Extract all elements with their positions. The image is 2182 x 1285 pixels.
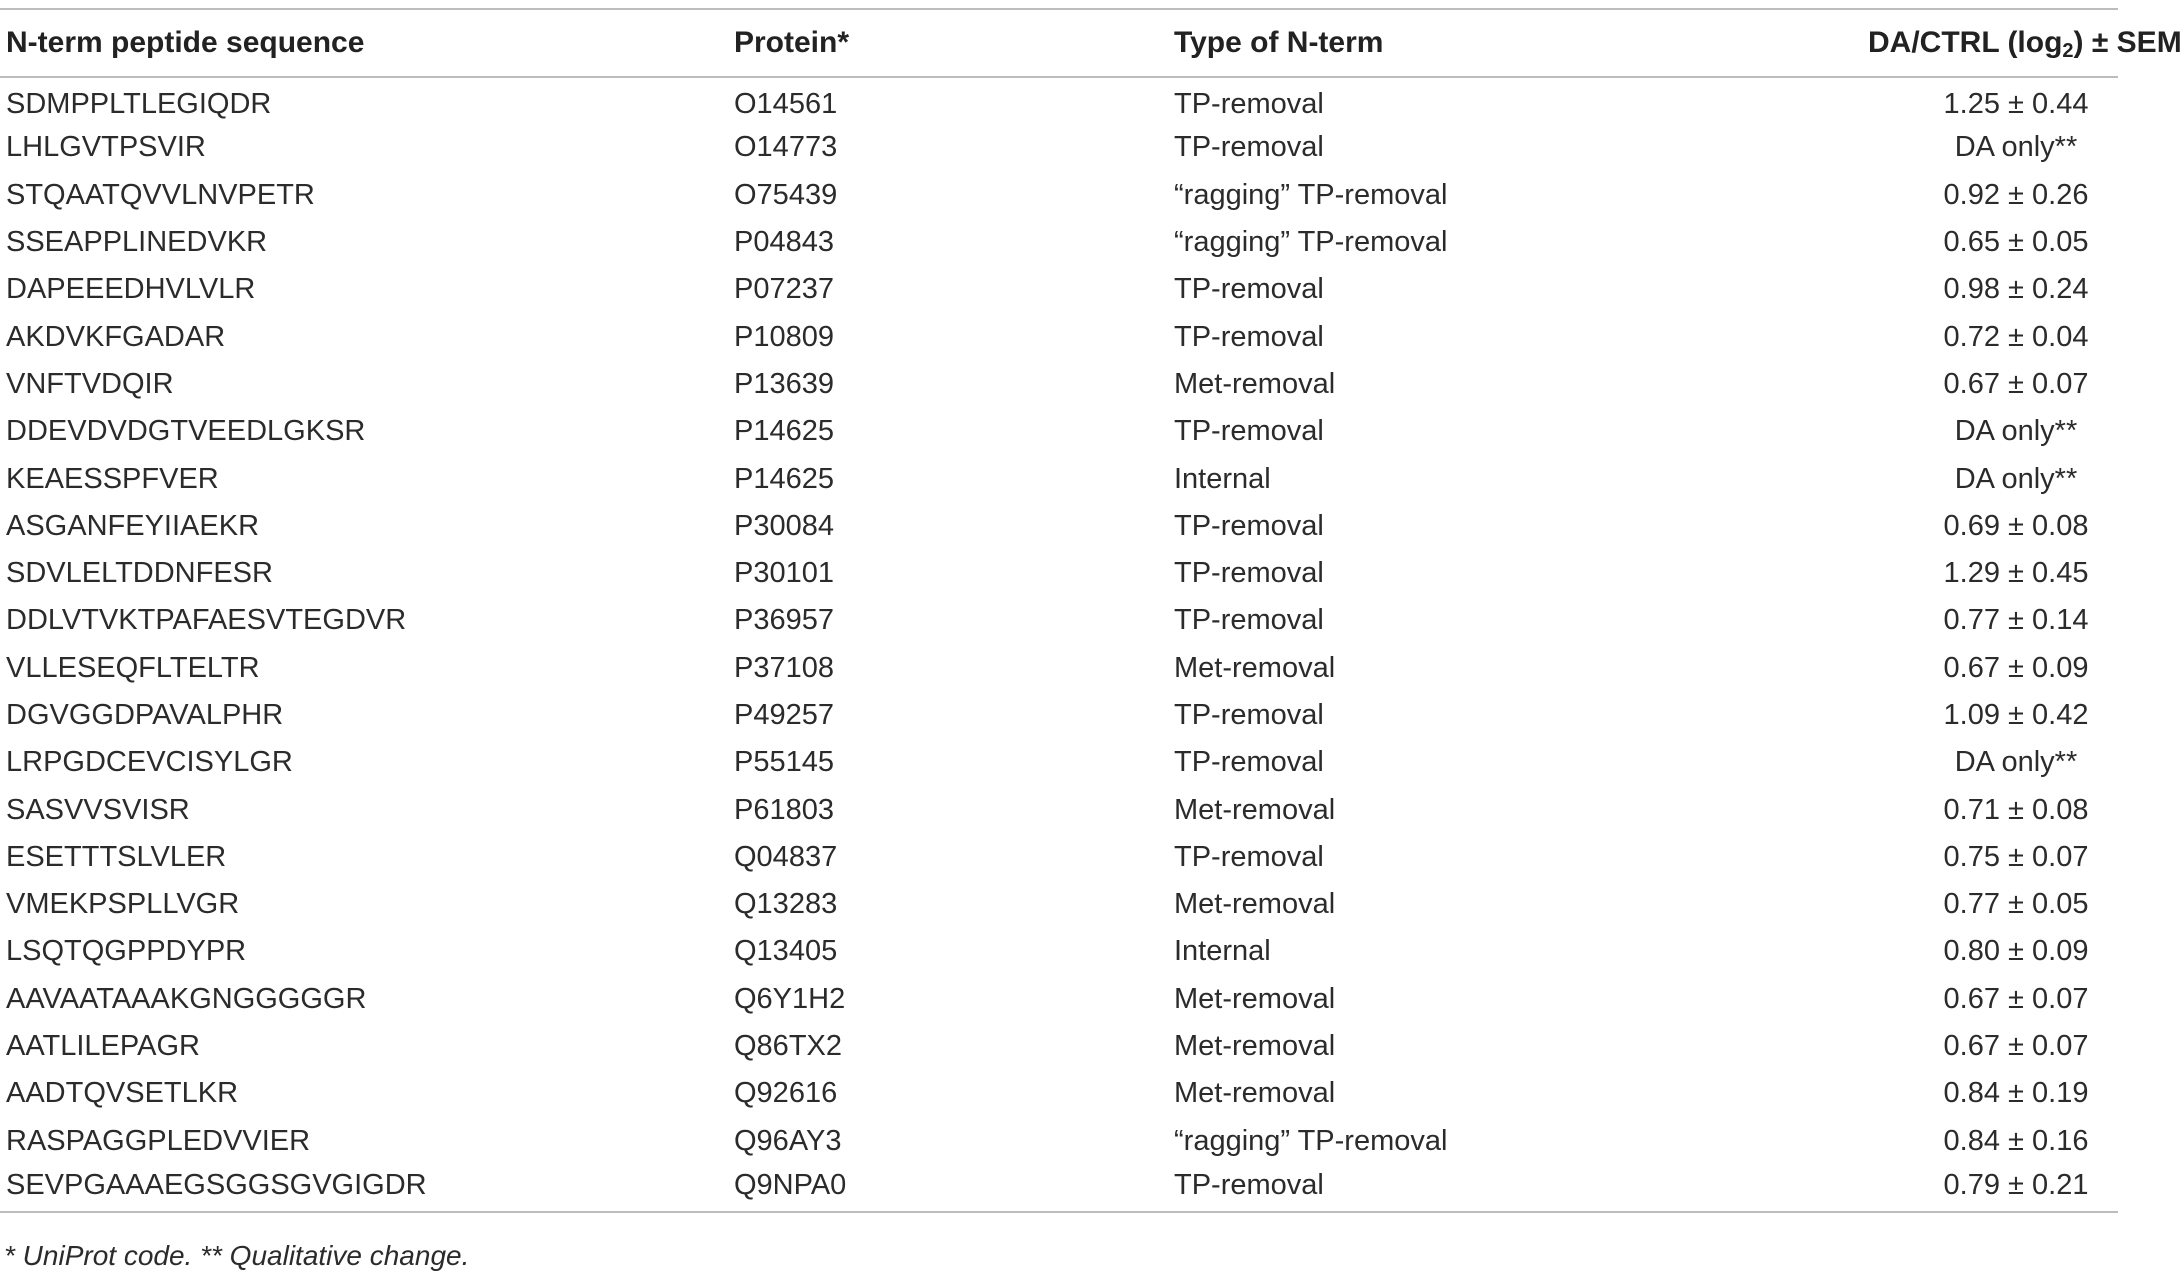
cell-ratio: DA only** bbox=[1954, 131, 2078, 164]
cell-sequence: VLLESEQFLTELTR bbox=[6, 651, 260, 684]
cell-sequence: VNFTVDQIR bbox=[6, 367, 174, 400]
table-row bbox=[0, 739, 2118, 786]
cell-ratio: 0.67 ± 0.07 bbox=[1943, 367, 2089, 400]
cell-sequence: KEAESSPFVER bbox=[6, 462, 219, 495]
table-row bbox=[0, 786, 2118, 833]
table-row bbox=[0, 550, 2118, 597]
cell-protein: Q92616 bbox=[734, 1077, 838, 1110]
cell-type: TP-removal bbox=[1174, 746, 1324, 779]
cell-ratio: 0.71 ± 0.08 bbox=[1943, 793, 2089, 826]
header-ratio-suffix: ) ± SEM bbox=[2073, 26, 2182, 59]
header-type: Type of N-term bbox=[1168, 9, 1868, 77]
cell-sequence: SDMPPLTLEGIQDR bbox=[6, 87, 272, 120]
table-row bbox=[0, 881, 2118, 928]
table-row bbox=[0, 124, 2118, 171]
cell-protein: O75439 bbox=[734, 178, 838, 211]
cell-sequence: DAPEEEDHVLVLR bbox=[6, 273, 256, 306]
cell-type: “ragging” TP-removal bbox=[1174, 178, 1448, 211]
cell-protein: P07237 bbox=[734, 273, 834, 306]
table-row bbox=[0, 645, 2118, 692]
cell-ratio: 0.72 ± 0.04 bbox=[1943, 320, 2089, 353]
cell-protein: P13639 bbox=[734, 367, 834, 400]
table-row bbox=[0, 503, 2118, 550]
cell-sequence: VMEKPSPLLVGR bbox=[6, 888, 240, 921]
cell-protein: O14773 bbox=[734, 131, 838, 164]
cell-ratio: 0.67 ± 0.07 bbox=[1943, 1030, 2089, 1063]
table-row bbox=[0, 455, 2118, 502]
cell-ratio: 0.69 ± 0.08 bbox=[1943, 509, 2089, 542]
cell-type: Met-removal bbox=[1174, 982, 1336, 1015]
cell-type: TP-removal bbox=[1174, 604, 1324, 637]
cell-ratio: 0.67 ± 0.09 bbox=[1943, 651, 2089, 684]
cell-protein: Q96AY3 bbox=[734, 1124, 842, 1157]
cell-protein: P55145 bbox=[734, 746, 834, 779]
cell-type: TP-removal bbox=[1174, 557, 1324, 590]
cell-ratio: 1.29 ± 0.45 bbox=[1943, 557, 2089, 590]
cell-ratio: 0.84 ± 0.19 bbox=[1943, 1077, 2089, 1110]
cell-sequence: SASVVSVISR bbox=[6, 793, 190, 826]
cell-sequence: ASGANFEYIIAEKR bbox=[6, 509, 260, 542]
cell-ratio: 0.65 ± 0.05 bbox=[1943, 226, 2089, 259]
table-row bbox=[0, 408, 2118, 455]
cell-protein: P36957 bbox=[734, 604, 834, 637]
cell-type: TP-removal bbox=[1168, 1165, 1868, 1212]
cell-protein: P10809 bbox=[734, 320, 834, 353]
cell-ratio: 0.80 ± 0.09 bbox=[1943, 935, 2089, 968]
cell-sequence: LRPGDCEVCISYLGR bbox=[6, 746, 293, 779]
cell-sequence: AADTQVSETLKR bbox=[6, 1077, 239, 1110]
cell-sequence: LHLGVTPSVIR bbox=[6, 131, 206, 164]
cell-type: “ragging” TP-removal bbox=[1174, 226, 1448, 259]
table-row bbox=[0, 1165, 2118, 1212]
cell-type: Met-removal bbox=[1174, 888, 1336, 921]
peptide-table bbox=[0, 8, 2182, 1213]
table-row bbox=[0, 692, 2118, 739]
table-row bbox=[0, 976, 2118, 1023]
cell-type: Met-removal bbox=[1174, 367, 1336, 400]
cell-sequence: AAVAATAAAKGNGGGGGR bbox=[6, 982, 367, 1015]
table-row bbox=[0, 361, 2118, 408]
cell-protein: Q13405 bbox=[734, 935, 838, 968]
cell-type: TP-removal bbox=[1174, 131, 1324, 164]
cell-type: Internal bbox=[1174, 935, 1271, 968]
cell-protein: O14561 bbox=[734, 87, 838, 120]
cell-protein: Q86TX2 bbox=[734, 1030, 842, 1063]
cell-type: Internal bbox=[1174, 462, 1271, 495]
header-sequence: N-term peptide sequence bbox=[0, 9, 728, 77]
cell-sequence: ESETTTSLVLER bbox=[6, 840, 227, 873]
cell-sequence: DDEVDVDGTVEEDLGKSR bbox=[6, 415, 366, 448]
table-row bbox=[0, 313, 2118, 360]
cell-sequence: LSQTQGPPDYPR bbox=[6, 935, 247, 968]
header-ratio-prefix: DA/CTRL (log bbox=[1868, 26, 2063, 59]
table-row bbox=[0, 1023, 2118, 1070]
cell-protein: P14625 bbox=[734, 462, 834, 495]
cell-protein: Q6Y1H2 bbox=[734, 982, 846, 1015]
table-row bbox=[0, 172, 2118, 219]
cell-ratio: 0.79 ± 0.21 bbox=[1868, 1165, 2118, 1212]
table-row bbox=[0, 1118, 2118, 1165]
cell-protein: P37108 bbox=[734, 651, 834, 684]
cell-ratio: 0.67 ± 0.07 bbox=[1943, 982, 2089, 1015]
table-body bbox=[0, 77, 2118, 1212]
cell-protein: P61803 bbox=[734, 793, 834, 826]
table-footnote: * UniProt code. ** Qualitative change. bbox=[4, 1240, 470, 1271]
cell-type: TP-removal bbox=[1174, 87, 1324, 120]
cell-ratio: 0.75 ± 0.07 bbox=[1943, 840, 2089, 873]
cell-protein: P30101 bbox=[734, 557, 834, 590]
cell-protein: P49257 bbox=[734, 699, 834, 731]
header-ratio-subscript: 2 bbox=[2062, 40, 2074, 62]
table-row bbox=[0, 928, 2118, 975]
cell-sequence: SEVPGAAAEGSGGSGVGIGDR bbox=[0, 1165, 728, 1212]
cell-sequence: AKDVKFGADAR bbox=[6, 320, 226, 353]
cell-type: TP-removal bbox=[1174, 273, 1324, 306]
cell-sequence: SDVLELTDDNFESR bbox=[6, 557, 273, 590]
cell-type: Met-removal bbox=[1174, 1030, 1336, 1063]
cell-ratio: 0.84 ± 0.16 bbox=[1943, 1124, 2089, 1157]
cell-ratio: 0.77 ± 0.05 bbox=[1943, 888, 2089, 921]
cell-ratio: 1.09 ± 0.42 bbox=[1943, 699, 2089, 731]
header-ratio bbox=[1868, 9, 2182, 77]
cell-type: Met-removal bbox=[1174, 1077, 1336, 1110]
cell-protein: Q9NPA0 bbox=[728, 1165, 1168, 1212]
cell-sequence: STQAATQVVLNVPETR bbox=[6, 178, 315, 211]
header-row bbox=[0, 9, 2118, 77]
cell-type: TP-removal bbox=[1174, 699, 1324, 731]
cell-type: TP-removal bbox=[1174, 840, 1324, 873]
cell-ratio: 0.98 ± 0.24 bbox=[1943, 273, 2089, 306]
cell-sequence: DDLVTVKTPAFAESVTEGDVR bbox=[6, 604, 407, 637]
cell-type: TP-removal bbox=[1174, 509, 1324, 542]
cell-sequence: AATLILEPAGR bbox=[6, 1030, 200, 1063]
cell-ratio: 1.25 ± 0.44 bbox=[1943, 87, 2089, 120]
cell-protein: P04843 bbox=[734, 226, 834, 259]
cell-ratio: 0.77 ± 0.14 bbox=[1943, 604, 2089, 637]
cell-type: TP-removal bbox=[1174, 415, 1324, 448]
header-protein: Protein* bbox=[728, 9, 1168, 77]
table-row bbox=[0, 77, 2118, 124]
cell-protein: Q13283 bbox=[734, 888, 838, 921]
cell-sequence: SSEAPPLINEDVKR bbox=[6, 226, 268, 259]
table-row bbox=[0, 219, 2118, 266]
cell-type: TP-removal bbox=[1174, 320, 1324, 353]
table-row bbox=[0, 266, 2118, 313]
cell-protein: P30084 bbox=[734, 509, 834, 542]
table-row bbox=[0, 597, 2118, 644]
cell-sequence: DGVGGDPAVALPHR bbox=[6, 699, 284, 731]
cell-protein: Q04837 bbox=[734, 840, 838, 873]
cell-ratio: DA only** bbox=[1954, 462, 2078, 495]
table-row bbox=[0, 834, 2118, 881]
cell-ratio: 0.92 ± 0.26 bbox=[1943, 178, 2089, 211]
cell-sequence: RASPAGGPLEDVVIER bbox=[6, 1124, 311, 1157]
cell-type: Met-removal bbox=[1174, 793, 1336, 826]
cell-type: Met-removal bbox=[1174, 651, 1336, 684]
cell-ratio: DA only** bbox=[1954, 415, 2078, 448]
table-header bbox=[0, 9, 2182, 77]
cell-type: “ragging” TP-removal bbox=[1174, 1124, 1448, 1157]
cell-protein: P14625 bbox=[734, 415, 834, 448]
peptide-table-container bbox=[0, 8, 2182, 1213]
table-row bbox=[0, 1070, 2118, 1117]
cell-ratio: DA only** bbox=[1954, 746, 2078, 779]
